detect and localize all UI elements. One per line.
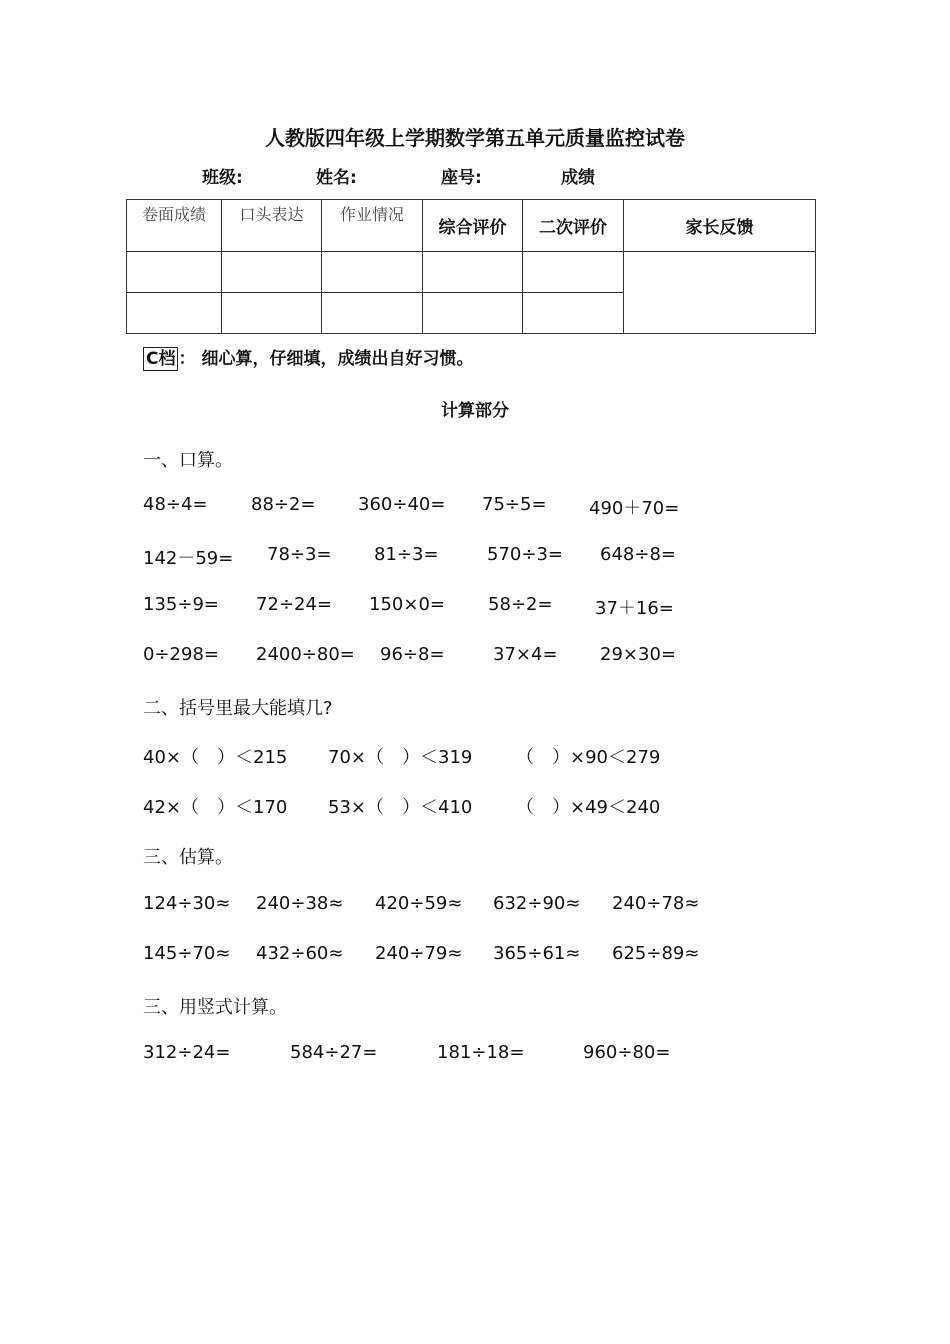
problem-row	[0, 494, 950, 522]
problem: 625÷89≈	[612, 943, 700, 964]
section-title: 计算部分	[441, 401, 509, 421]
problem: 490＋70=	[589, 498, 680, 519]
problem: 124÷30≈	[143, 893, 231, 914]
problem: 48÷4=	[143, 494, 208, 515]
grade-line	[143, 344, 473, 371]
problem-row	[0, 594, 950, 622]
problem: 360÷40=	[358, 494, 446, 515]
evaluation-header-row	[127, 200, 816, 252]
problem: 37×4=	[493, 644, 558, 665]
score-label: 成绩	[561, 168, 595, 188]
header-overall-evaluation: 综合评价	[423, 200, 523, 252]
problem: 312÷24=	[143, 1042, 231, 1063]
problem: 240÷78≈	[612, 893, 700, 914]
problem: 2400÷80=	[256, 644, 355, 665]
problem: 240÷79≈	[375, 943, 463, 964]
header-oral-expression: 口头表达	[222, 200, 322, 252]
problem: 632÷90≈	[493, 893, 581, 914]
problem: 135÷9=	[143, 594, 219, 615]
cell-homework[interactable]	[322, 293, 423, 334]
problem: （ ）×90＜279	[516, 747, 661, 768]
problem-row	[0, 743, 950, 771]
problem: （ ）×49＜240	[516, 797, 661, 818]
cell-oral-expression[interactable]	[222, 293, 322, 334]
cell-homework[interactable]	[322, 252, 423, 293]
problem: 0÷298=	[143, 644, 219, 665]
problem-row	[0, 544, 950, 572]
problem: 70×（ ）＜319	[328, 747, 473, 768]
problem-row	[0, 1042, 950, 1070]
grade-colon: ：	[178, 349, 196, 369]
problem: 29×30=	[600, 644, 676, 665]
header-paper-score: 卷面成绩	[127, 200, 222, 252]
class-label: 班级:	[202, 168, 243, 188]
part3-heading: 三、估算。	[143, 847, 233, 868]
problem: 150×0=	[369, 594, 445, 615]
evaluation-row	[127, 252, 816, 293]
seat-label: 座号:	[441, 168, 482, 188]
problem: 142－59=	[143, 548, 234, 569]
problem: 72÷24=	[256, 594, 332, 615]
problem: 960÷80=	[583, 1042, 671, 1063]
problem: 365÷61≈	[493, 943, 581, 964]
problem: 181÷18=	[437, 1042, 525, 1063]
problem: 570÷3=	[487, 544, 563, 565]
problem: 420÷59≈	[375, 893, 463, 914]
problem: 81÷3=	[374, 544, 439, 565]
cell-parent-feedback[interactable]	[624, 252, 816, 334]
name-label: 姓名:	[316, 168, 357, 188]
problem: 42×（ ）＜170	[143, 797, 288, 818]
problem: 53×（ ）＜410	[328, 797, 473, 818]
cell-oral-expression[interactable]	[222, 252, 322, 293]
problem: 584÷27=	[290, 1042, 378, 1063]
header-homework: 作业情况	[322, 200, 423, 252]
problem: 58÷2=	[488, 594, 553, 615]
header-second-evaluation: 二次评价	[523, 200, 624, 252]
problem: 75÷5=	[482, 494, 547, 515]
problem: 240÷38≈	[256, 893, 344, 914]
part4-heading: 三、用竖式计算。	[143, 997, 287, 1018]
evaluation-table	[126, 199, 816, 334]
cell-paper-score[interactable]	[127, 252, 222, 293]
problem-row	[0, 893, 950, 921]
cell-overall-evaluation[interactable]	[423, 252, 523, 293]
grade-badge: C档	[143, 347, 178, 371]
cell-second-evaluation[interactable]	[523, 252, 624, 293]
problem: 37＋16=	[595, 598, 674, 619]
header-parent-feedback: 家长反馈	[624, 200, 816, 252]
problem: 78÷3=	[267, 544, 332, 565]
problem: 145÷70≈	[143, 943, 231, 964]
exam-title: 人教版四年级上学期数学第五单元质量监控试卷	[265, 126, 685, 150]
cell-overall-evaluation[interactable]	[423, 293, 523, 334]
problem: 432÷60≈	[256, 943, 344, 964]
cell-second-evaluation[interactable]	[523, 293, 624, 334]
problem: 96÷8=	[380, 644, 445, 665]
problem: 648÷8=	[600, 544, 676, 565]
problem: 40×（ ）＜215	[143, 747, 288, 768]
problem-row	[0, 943, 950, 971]
problem-row	[0, 644, 950, 672]
cell-paper-score[interactable]	[127, 293, 222, 334]
problem-row	[0, 793, 950, 821]
part2-heading: 二、括号里最大能填几?	[143, 698, 333, 719]
part1-heading: 一、口算。	[143, 450, 233, 471]
student-info-row	[0, 163, 950, 189]
problem: 88÷2=	[251, 494, 316, 515]
grade-motto: 细心算，仔细填，成绩出自好习惯。	[201, 349, 474, 369]
